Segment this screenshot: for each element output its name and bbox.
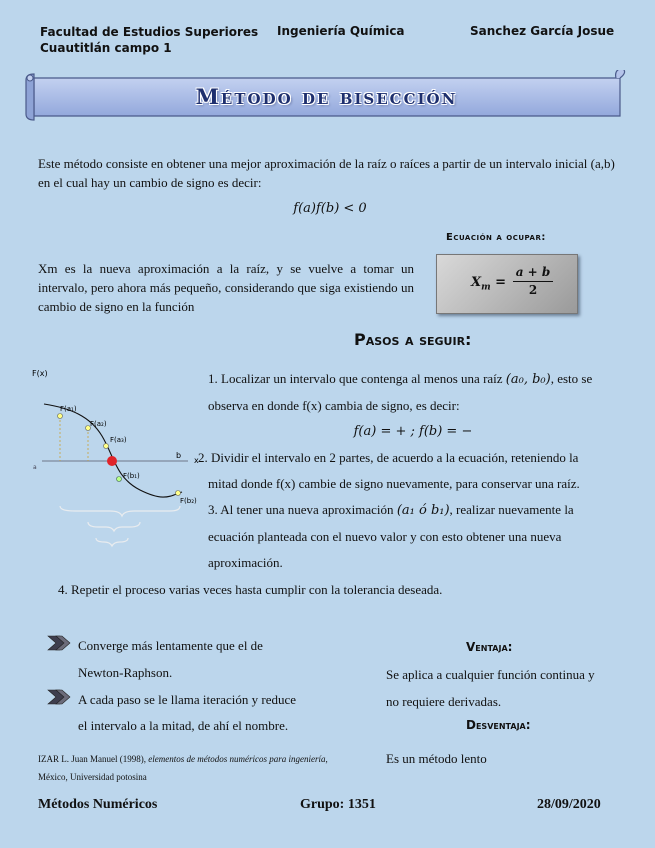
faculty-name: Facultad de Estudios Superiores Cuautitlán campo 1 <box>40 25 259 55</box>
step-1-equation: f(a) = + ; f(b) = − <box>353 424 473 439</box>
sign-condition: f(a)f(b) < 0 <box>293 201 367 216</box>
label-fa2: F(a₂) <box>90 420 107 428</box>
step-3-line-3: aproximación. <box>208 555 283 570</box>
step-1-line-2: observa en donde f(x) cambia de signo, es decir: <box>208 398 460 413</box>
bullet-1-line-1: Converge más lentamente que el de <box>78 638 263 653</box>
bullet-2-line-1: A cada paso se le llama iteración y reduce <box>78 692 297 707</box>
interval-brace-2 <box>88 522 140 531</box>
course-name: Métodos Numéricos <box>38 797 158 812</box>
steps-list <box>198 366 618 576</box>
page-title: Método de bisección <box>195 84 458 109</box>
bullet-2-line-2: el intervalo a la mitad, de ahí el nombre. <box>78 718 289 733</box>
point-fa1 <box>58 414 63 419</box>
intro-paragraph: Este método consiste en obtener una mejor aproximación de la raíz o raíces a partir de un intervalo inicial (a,b) en el cual hay un cambio de signo es decir: <box>38 156 615 190</box>
equation-heading: Ecuación a ocupar: <box>446 232 546 243</box>
point-fb2 <box>176 491 181 496</box>
chevron-bullet-icon <box>46 634 76 652</box>
equation-lhs: $X_m$ = <box>471 275 507 293</box>
document-date: 28/09/2020 <box>537 797 601 812</box>
interval-brace-1 <box>60 506 180 516</box>
step-4: 4. Repetir el proceso varias veces hasta cumplir con la tolerancia deseada. <box>58 582 443 597</box>
bibliographic-reference: IZAR L. Juan Manuel (1998), elementos de métodos numéricos para ingeniería, México, Universidad potosina <box>38 754 328 782</box>
advantage-line-1: Se aplica a cualquier función continua y <box>386 667 595 682</box>
step-2-line-1: 2. Dividir el intervalo en 2 partes, de acuerdo a la ecuación, reteniendo la <box>198 450 579 465</box>
label-fa1: F(a₁) <box>60 405 77 413</box>
bullet-1-line-2: Newton-Raphson. <box>78 665 173 680</box>
chevron-bullet-icon <box>46 688 76 706</box>
disadvantage-heading: Desventaja: <box>466 718 531 732</box>
advantage-line-2: no requiere derivadas. <box>386 694 502 709</box>
x-axis-label: x <box>194 456 199 465</box>
career-name: Ingeniería Química <box>277 24 405 38</box>
step-2-line-2: mitad donde f(x) cambie de signo nuevamente, para conservar una raíz. <box>208 476 580 491</box>
steps-heading: Pasos a seguir: <box>354 330 472 349</box>
label-fa3: F(a₃) <box>110 436 127 444</box>
disadvantage-text: Es un método lento <box>386 751 487 766</box>
equation-box <box>436 254 578 314</box>
step-3-line-2: ecuación planteada con el nuevo valor y con esto obtener una nueva <box>208 529 562 544</box>
point-fb1 <box>117 477 122 482</box>
label-fb1: F(b₁) <box>123 472 140 480</box>
y-axis-label: F(x) <box>32 369 48 378</box>
function-curve <box>44 404 182 497</box>
label-fb2: F(b₂) <box>180 497 197 505</box>
title-banner <box>24 70 629 124</box>
step-1-line-1: 1. Localizar un intervalo que contenga al menos una raíz (a₀, b₀), esto se <box>208 371 593 387</box>
interval-brace-3 <box>96 538 128 546</box>
equation-fraction: a + b 2 <box>513 265 553 297</box>
advantage-heading: Ventaja: <box>466 640 513 654</box>
a-label: a <box>33 464 37 471</box>
point-fa3 <box>104 444 109 449</box>
b-label: b <box>176 451 182 460</box>
step-3-line-1: 3. Al tener una nueva aproximación (a₁ ó b₁), realizar nuevamente la <box>208 502 574 518</box>
root-point <box>107 456 117 466</box>
group-number: Grupo: 1351 <box>300 797 376 812</box>
bisection-graph <box>30 366 210 556</box>
author-name: Sanchez García Josue <box>470 24 615 38</box>
xm-paragraph: Xm es la nueva aproximación a la raíz, y se vuelve a tomar un intervalo, pero ahora más pequeño, considerando que siga existiendo un cambio de signo en la función <box>38 261 414 314</box>
